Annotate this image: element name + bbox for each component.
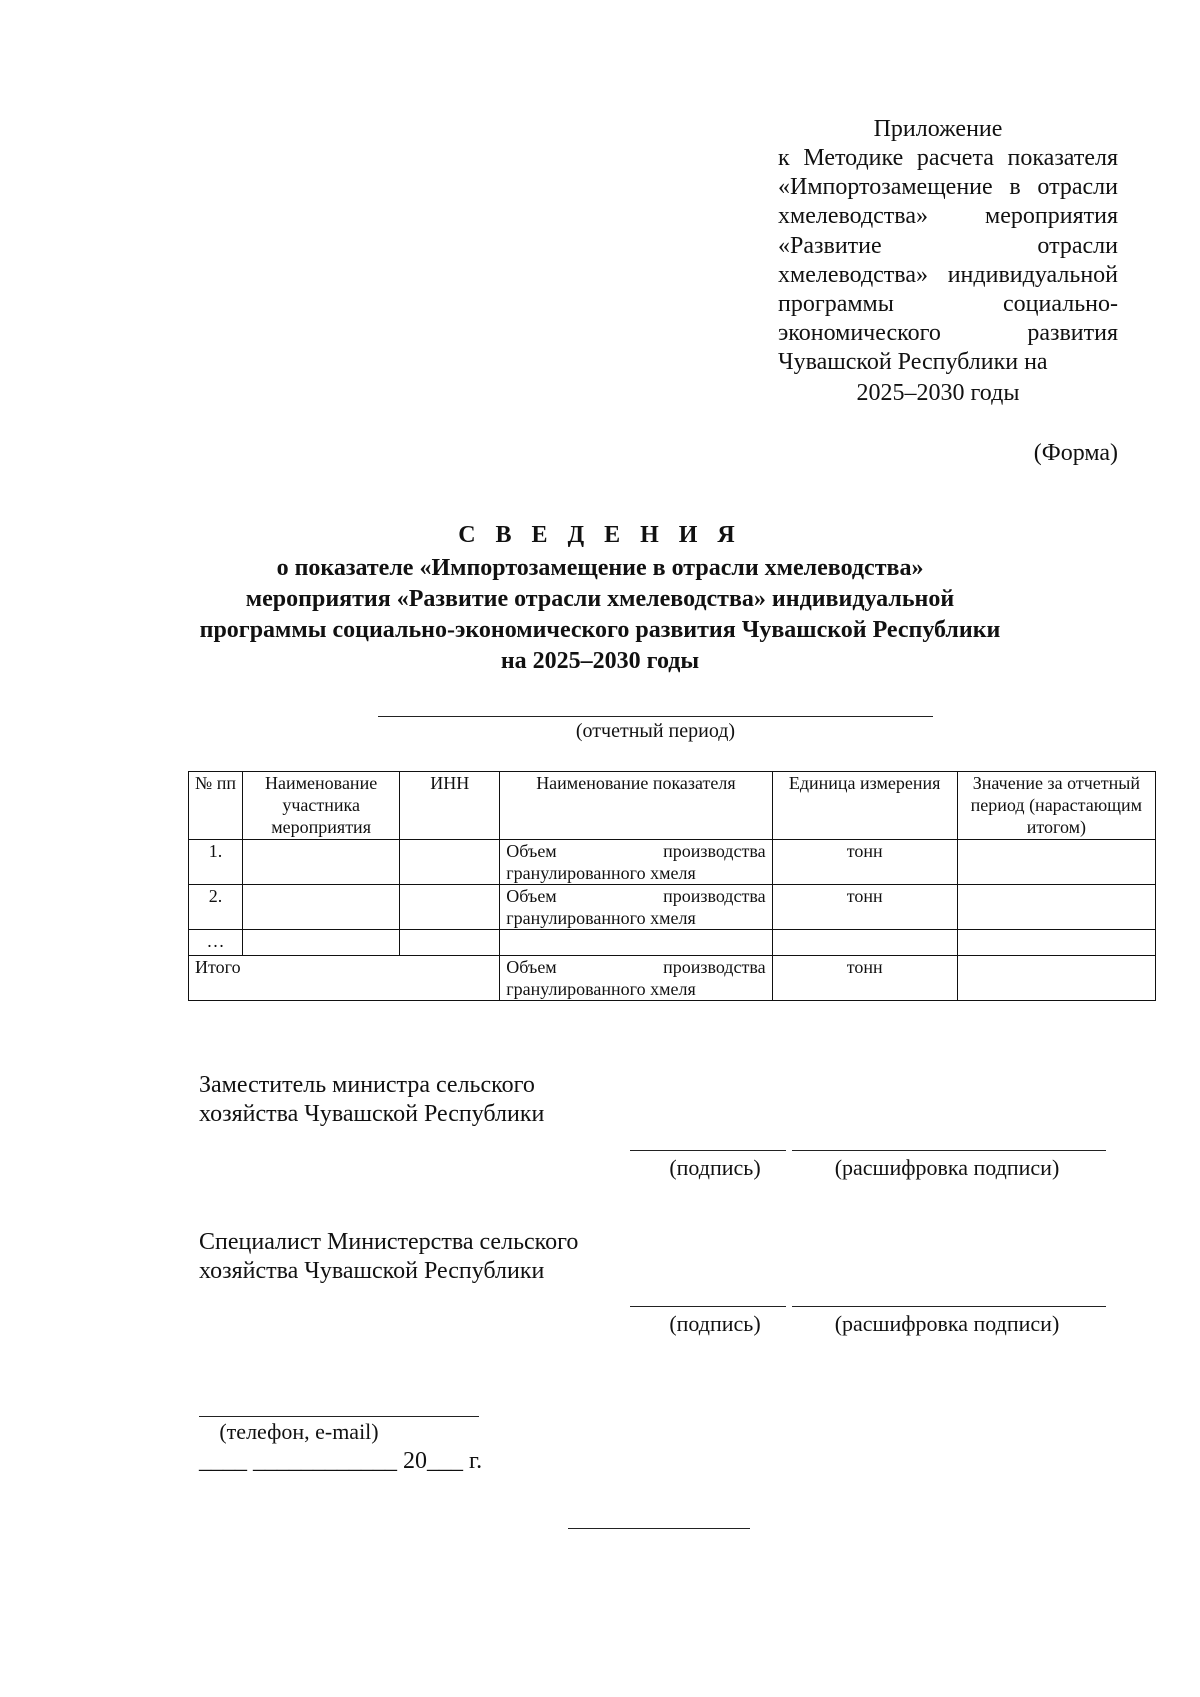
title-line-3: программы социально-экономического развития Чувашской Республики <box>199 617 1001 643</box>
period-underline <box>378 716 933 717</box>
appendix-years: 2025–2030 годы <box>856 380 1020 406</box>
table-row <box>189 840 1156 885</box>
cell-indicator: Объем производства гранулированного хмеля <box>500 840 772 885</box>
header-unit: Единица измерения <box>772 772 957 840</box>
deputy-signature-caption: (подпись) <box>669 1155 761 1180</box>
form-label: (Форма) <box>1033 440 1118 466</box>
deputy-minister-title <box>199 1071 759 1129</box>
table-row <box>189 885 1156 930</box>
cell-unit: тонн <box>772 885 957 930</box>
total-label: Итого <box>189 956 500 1001</box>
table-header-row <box>189 772 1156 840</box>
header-value: Значение за отчетный период (нарастающим итогом) <box>957 772 1155 840</box>
cell-participant <box>243 885 400 930</box>
footer-divider <box>568 1528 750 1529</box>
cell-inn <box>400 930 500 956</box>
total-indicator: Объем производства гранулированного хмеля <box>500 956 772 1001</box>
date-field: ____ ____________ 20___ г. <box>199 1448 483 1474</box>
contact-line <box>199 1416 479 1417</box>
data-table <box>188 771 1156 1001</box>
cell-indicator <box>500 930 772 956</box>
specialist-name-line <box>792 1306 1106 1307</box>
total-unit: тонн <box>772 956 957 1001</box>
appendix-title: Приложение <box>873 116 1003 142</box>
cell-participant <box>243 840 400 885</box>
cell-num: … <box>189 930 243 956</box>
cell-unit: тонн <box>772 840 957 885</box>
cell-value <box>957 885 1155 930</box>
cell-num: 2. <box>189 885 243 930</box>
specialist-title-line-2: хозяйства Чувашской Республики <box>199 1258 545 1284</box>
deputy-title-line-2: хозяйства Чувашской Республики <box>199 1101 545 1127</box>
table-total-row <box>189 956 1156 1001</box>
cell-num: 1. <box>189 840 243 885</box>
header-inn: ИНН <box>400 772 500 840</box>
cell-unit <box>772 930 957 956</box>
contact-caption: (телефон, e-mail) <box>219 1419 379 1444</box>
title-line-1: о показателе «Импортозамещение в отрасли хмелеводства» <box>276 555 924 581</box>
cell-inn <box>400 885 500 930</box>
specialist-title <box>199 1228 799 1286</box>
total-value <box>957 956 1155 1001</box>
header-participant: Наименование участника мероприятия <box>243 772 400 840</box>
document-title <box>180 520 1020 677</box>
title-line-4: на 2025–2030 годы <box>500 648 700 674</box>
period-caption: (отчетный период) <box>575 720 736 742</box>
cell-value <box>957 840 1155 885</box>
appendix-body: к Методике расчета показателя «Импортозамещение в отрасли хмелеводства» мероприятия «Развитие отрасли хмелеводства» индивидуальной программы социально-экономического развития Чувашской Республики на <box>778 145 1118 376</box>
cell-value <box>957 930 1155 956</box>
cell-participant <box>243 930 400 956</box>
deputy-title-line-1: Заместитель министра сельского <box>199 1072 535 1098</box>
header-num: № пп <box>189 772 243 840</box>
deputy-name-caption: (расшифровка подписи) <box>834 1155 1060 1180</box>
deputy-signature-line <box>630 1150 786 1151</box>
cell-indicator: Объем производства гранулированного хмеля <box>500 885 772 930</box>
title-heading: С В Е Д Е Н И Я <box>458 522 742 548</box>
specialist-signature-caption: (подпись) <box>669 1311 761 1336</box>
table-row <box>189 930 1156 956</box>
header-indicator: Наименование показателя <box>500 772 772 840</box>
cell-inn <box>400 840 500 885</box>
specialist-name-caption: (расшифровка подписи) <box>834 1311 1060 1336</box>
specialist-signature-line <box>630 1306 786 1307</box>
title-line-2: мероприятия «Развитие отрасли хмелеводства» индивидуальной <box>245 586 955 612</box>
deputy-name-line <box>792 1150 1106 1151</box>
specialist-title-line-1: Специалист Министерства сельского <box>199 1229 579 1255</box>
